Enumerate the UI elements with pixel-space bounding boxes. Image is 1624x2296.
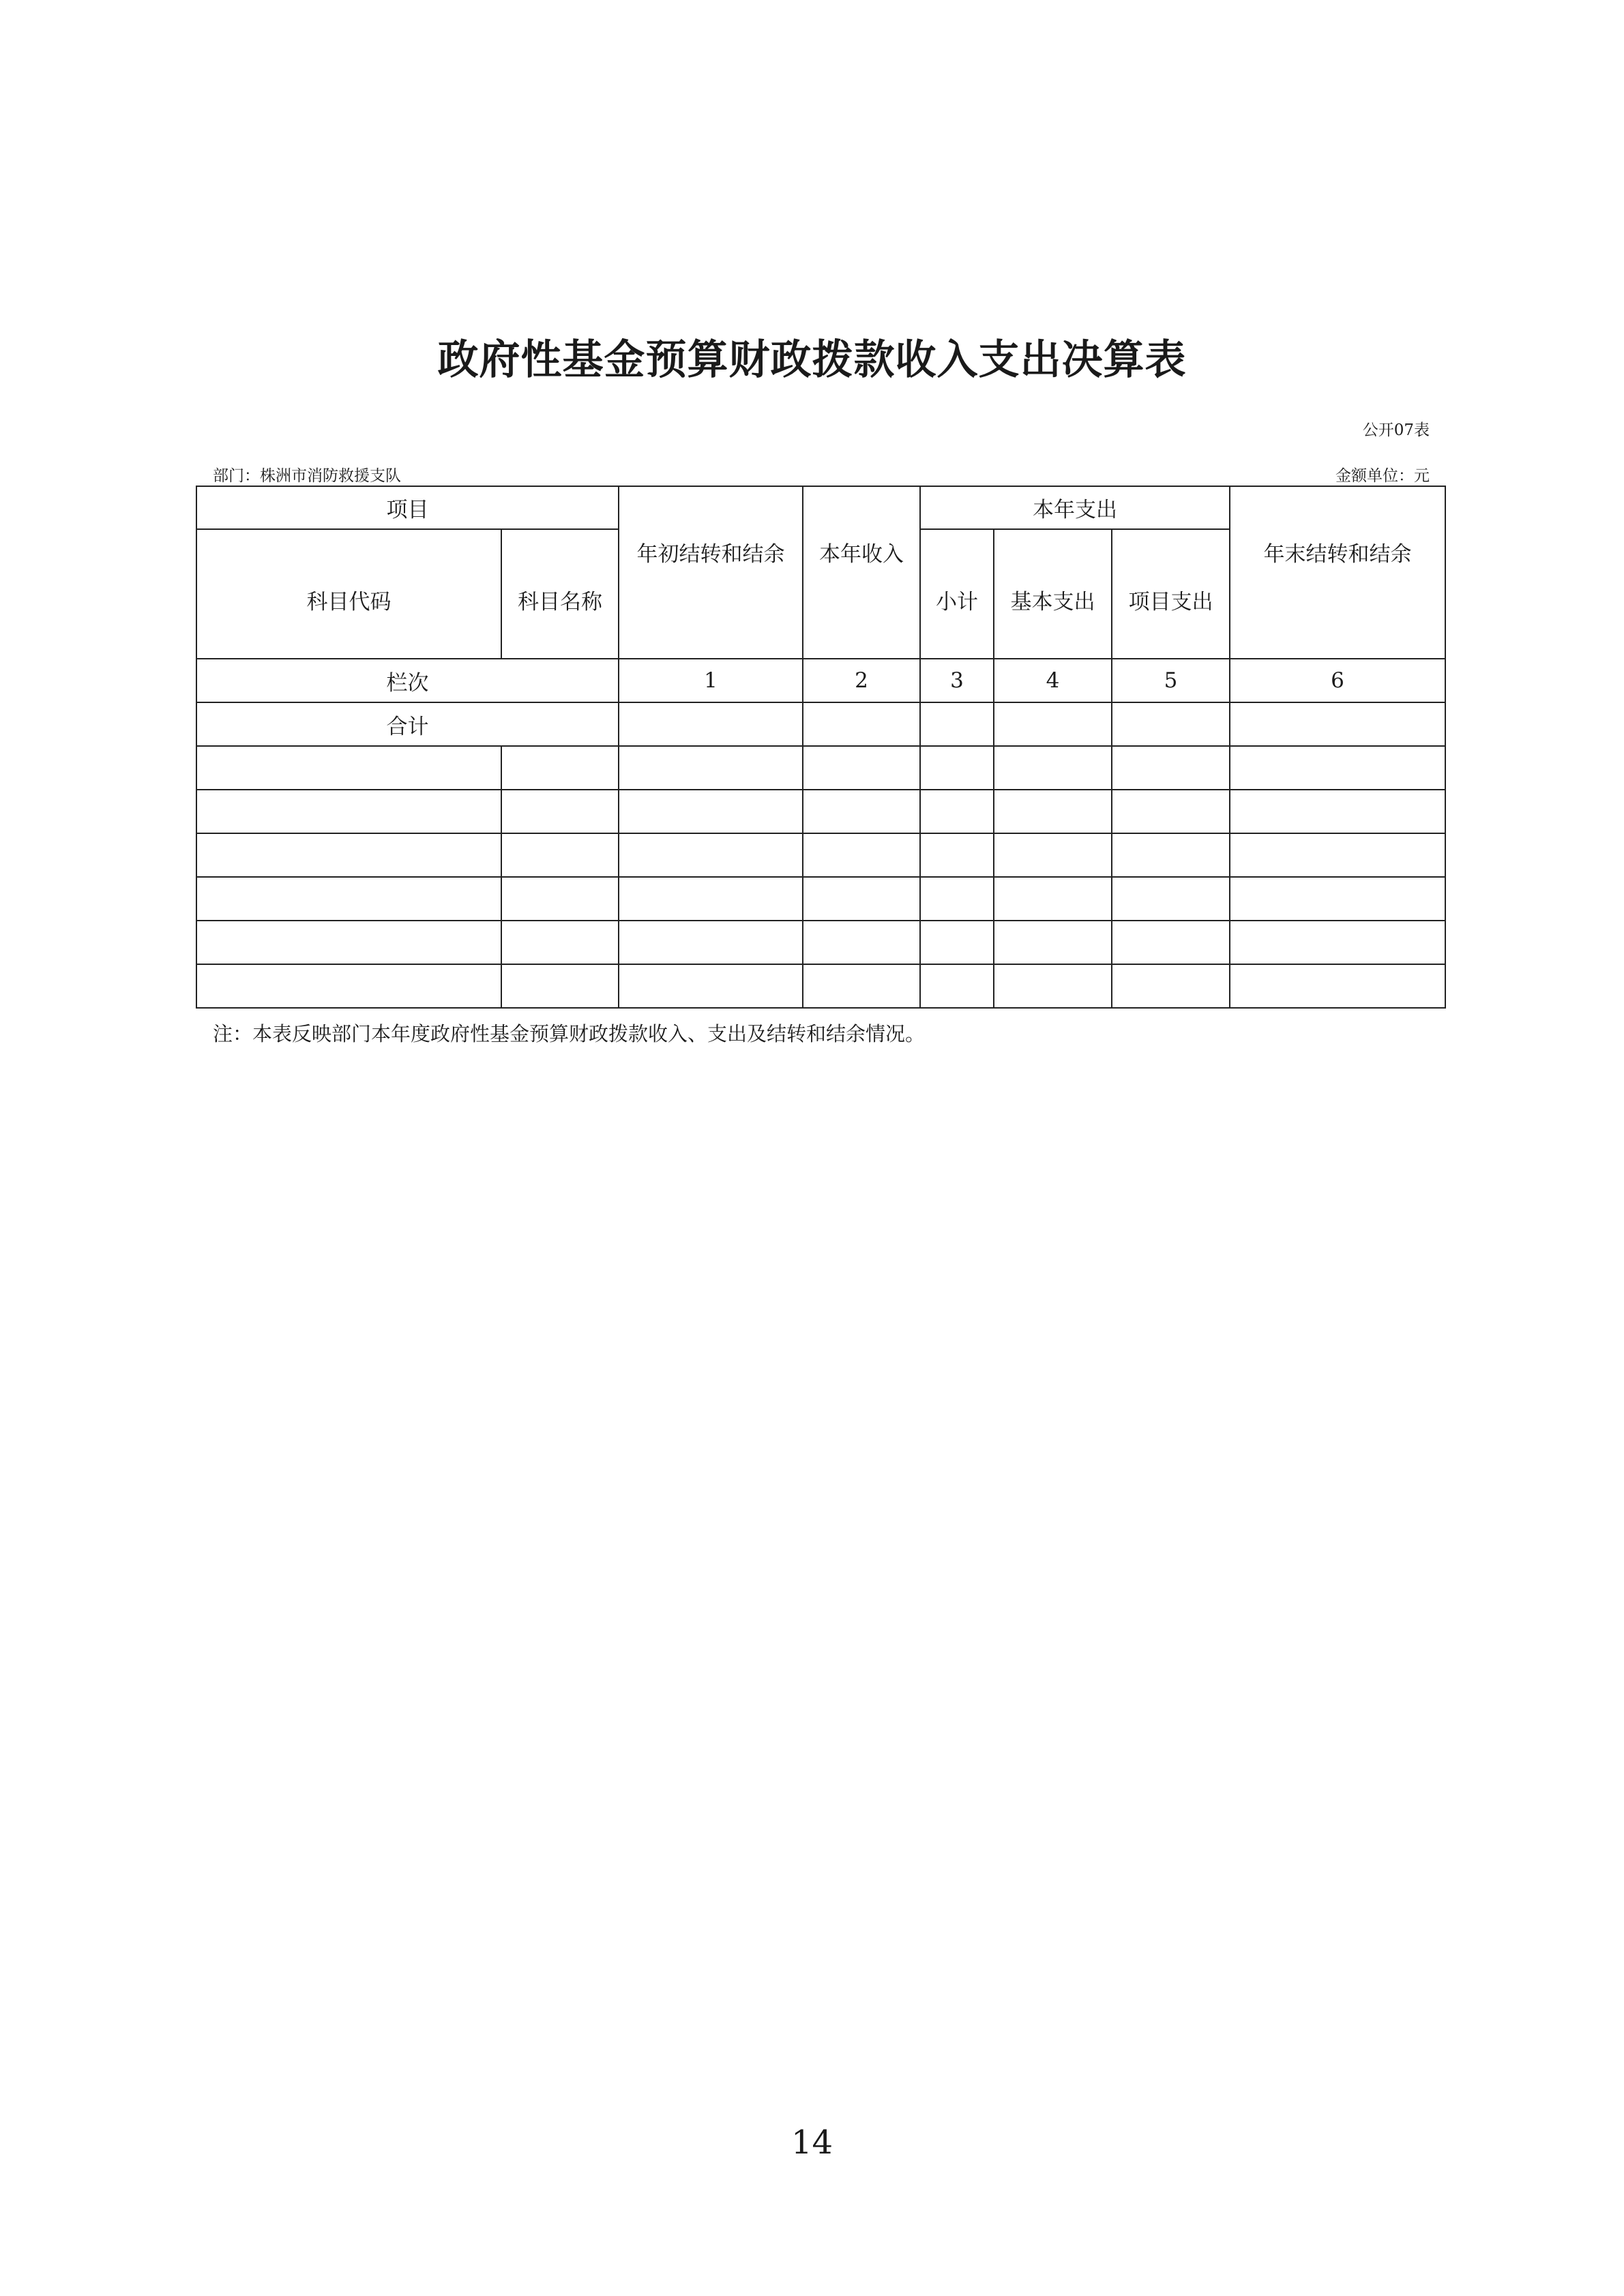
header-annual-income-label: 本年收入 xyxy=(819,542,904,567)
column-number: 1 xyxy=(619,659,803,702)
table-cell xyxy=(501,964,619,1008)
total-cell xyxy=(803,702,920,746)
table-cell xyxy=(1112,964,1230,1008)
table-row xyxy=(196,790,1445,833)
table-note: 注：本表反映部门本年度政府性基金预算财政拨款收入、支出及结转和结余情况。 xyxy=(213,1022,926,1045)
table-cell xyxy=(619,833,803,877)
header-subject-code xyxy=(196,529,501,659)
table-cell xyxy=(1112,790,1230,833)
table-cell xyxy=(803,790,920,833)
table-cell xyxy=(501,790,619,833)
table-cell xyxy=(803,833,920,877)
table-cell xyxy=(196,964,501,1008)
table-cell xyxy=(994,790,1112,833)
table-cell xyxy=(1230,921,1445,964)
table-cell xyxy=(196,921,501,964)
column-number-label: 栏次 xyxy=(196,659,619,702)
table-row xyxy=(196,921,1445,964)
header-closing-balance-label: 年末结转和结余 xyxy=(1263,542,1412,567)
table-cell xyxy=(994,964,1112,1008)
table-row xyxy=(196,877,1445,921)
column-number: 2 xyxy=(803,659,920,702)
table-cell xyxy=(501,921,619,964)
table-cell xyxy=(920,964,994,1008)
table-cell xyxy=(920,746,994,790)
total-cell xyxy=(1230,702,1445,746)
table-cell xyxy=(994,877,1112,921)
header-project-expense-label: 项目支出 xyxy=(1128,589,1213,614)
total-cell xyxy=(920,702,994,746)
table-cell xyxy=(501,833,619,877)
table-cell xyxy=(920,921,994,964)
header-subject-code-label: 科目代码 xyxy=(306,589,392,614)
header-project-expense xyxy=(1112,529,1230,659)
table-cell xyxy=(619,746,803,790)
table-cell xyxy=(1230,833,1445,877)
header-annual-income xyxy=(803,486,920,659)
table-cell xyxy=(196,833,501,877)
table-cell xyxy=(803,964,920,1008)
table-cell xyxy=(619,790,803,833)
total-cell xyxy=(994,702,1112,746)
table-cell xyxy=(619,964,803,1008)
total-row-label: 合计 xyxy=(196,702,619,746)
table-cell xyxy=(501,877,619,921)
table-cell xyxy=(1230,746,1445,790)
total-row xyxy=(196,702,1445,746)
table-cell xyxy=(619,921,803,964)
table-row xyxy=(196,833,1445,877)
total-cell xyxy=(1112,702,1230,746)
header-basic-expense-label: 基本支出 xyxy=(1010,589,1095,614)
total-cell xyxy=(619,702,803,746)
table-cell xyxy=(994,833,1112,877)
table-cell xyxy=(994,921,1112,964)
header-basic-expense xyxy=(994,529,1112,659)
table-cell xyxy=(1230,877,1445,921)
table-cell xyxy=(196,877,501,921)
table-row xyxy=(196,964,1445,1008)
column-number: 6 xyxy=(1230,659,1445,702)
table-cell xyxy=(1112,921,1230,964)
table-cell xyxy=(1230,964,1445,1008)
table-cell xyxy=(619,877,803,921)
header-subtotal xyxy=(920,529,994,659)
header-subtotal-label: 小计 xyxy=(936,589,978,614)
amount-unit-label: 金额单位：元 xyxy=(1335,467,1430,485)
form-number: 公开07表 xyxy=(1362,421,1430,439)
table-cell xyxy=(920,790,994,833)
page-number: 14 xyxy=(791,2123,833,2162)
header-subject-name-label: 科目名称 xyxy=(518,589,602,614)
table-cell xyxy=(803,746,920,790)
table-cell xyxy=(1112,833,1230,877)
table-cell xyxy=(196,746,501,790)
table-cell xyxy=(803,921,920,964)
header-annual-expense: 本年支出 xyxy=(920,486,1230,529)
column-number-row xyxy=(196,659,1445,702)
header-row-1 xyxy=(196,486,1445,529)
table-cell xyxy=(920,833,994,877)
budget-table xyxy=(196,486,1446,1009)
header-subject-name xyxy=(501,529,619,659)
table-cell xyxy=(920,877,994,921)
table-cell xyxy=(994,746,1112,790)
department-label: 部门：株洲市消防救援支队 xyxy=(213,467,401,485)
table-cell xyxy=(1112,746,1230,790)
table-cell xyxy=(196,790,501,833)
column-number: 3 xyxy=(920,659,994,702)
header-project: 项目 xyxy=(196,486,619,529)
table-cell xyxy=(1230,790,1445,833)
header-closing-balance xyxy=(1230,486,1445,659)
header-opening-balance-label: 年初结转和结余 xyxy=(636,542,785,567)
table-cell xyxy=(1112,877,1230,921)
header-opening-balance xyxy=(619,486,803,659)
document-title: 政府性基金预算财政拨款收入支出决算表 xyxy=(437,336,1187,384)
table-cell xyxy=(803,877,920,921)
table-cell xyxy=(501,746,619,790)
table-row xyxy=(196,746,1445,790)
column-number: 5 xyxy=(1112,659,1230,702)
column-number: 4 xyxy=(994,659,1112,702)
